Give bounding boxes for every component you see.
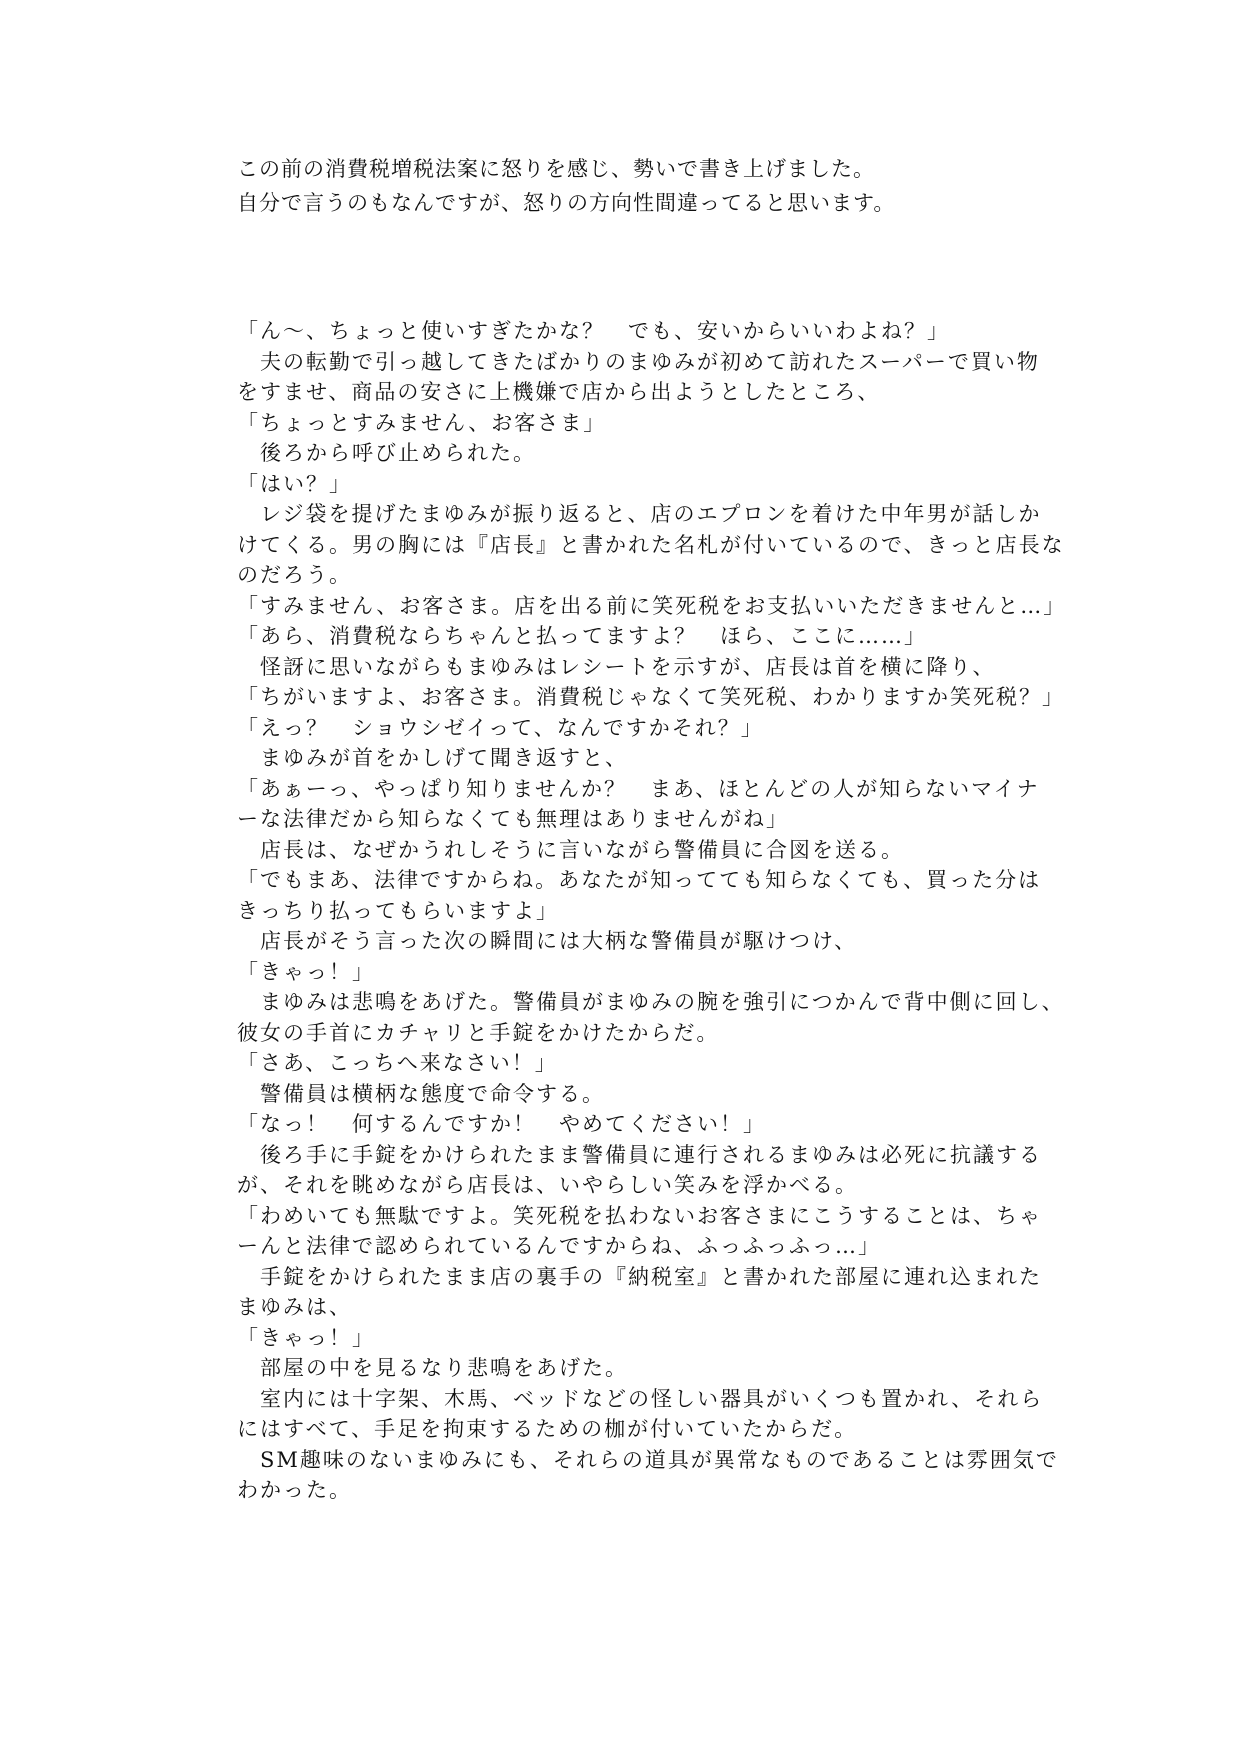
story-line: 「わめいても無駄ですよ。笑死税を払わないお客さまにこうすることは、ちゃ xyxy=(237,1203,1042,1228)
story-line: 「きゃっ！」 xyxy=(237,959,375,984)
preface-line: 自分で言うのもなんですが、怒りの方向性間違ってると思います。 xyxy=(237,191,896,215)
preface-line: この前の消費税増税法案に怒りを感じ、勢いで書き上げました。 xyxy=(237,157,875,181)
story-line: レジ袋を提げたまゆみが振り返ると、店のエプロンを着けた中年男が話しか xyxy=(237,502,1042,526)
story-line: 後ろから呼び止められた。 xyxy=(237,441,536,465)
story-line: をすませ、商品の安さに上機嫌で店から出ようとしたところ、 xyxy=(237,380,881,404)
story-line: 室内には十字架、木馬、ベッドなどの怪しい器具がいくつも置かれ、それら xyxy=(237,1386,1044,1411)
story-body xyxy=(237,316,1067,1506)
story-line: 後ろ手に手錠をかけられたまま警備員に連行されるまゆみは必死に抗議する xyxy=(237,1142,1042,1167)
story-line: 「なっ！ 何するんですか！ やめてください！」 xyxy=(237,1112,766,1136)
story-line: が、それを眺めながら店長は、いやらしい笑みを浮かべる。 xyxy=(237,1173,858,1197)
story-line: まゆみは悲鳴をあげた。警備員がまゆみの腕を強引につかんで背中側に回し、 xyxy=(237,990,1065,1014)
preface-note xyxy=(237,152,1037,220)
story-line: 「はい？」 xyxy=(237,471,352,496)
story-line: 警備員は横柄な態度で命令する。 xyxy=(237,1081,605,1106)
story-line: 怪訝に思いながらもまゆみはレシートを示すが、店長は首を横に降り、 xyxy=(237,654,996,679)
story-line: わかった。 xyxy=(237,1478,352,1502)
story-line: 「でもまあ、法律ですからね。あなたが知ってても知らなくても、買った分は xyxy=(237,868,1042,892)
story-line: 「ちょっとすみません、お客さま」 xyxy=(237,410,607,435)
story-line: 部屋の中を見るなり悲鳴をあげた。 xyxy=(237,1356,628,1380)
story-line: 「きゃっ！」 xyxy=(237,1325,375,1350)
story-line: 「えっ？ ショウシゼイって、なんですかそれ？」 xyxy=(237,715,764,740)
story-line: まゆみが首をかしげて聞き返すと、 xyxy=(237,746,628,770)
story-line: SM趣味のないまゆみにも、それらの道具が異常なものであることは雰囲気で xyxy=(237,1447,1059,1472)
story-line: にはすべて、手足を拘束するための枷が付いていたからだ。 xyxy=(237,1417,858,1441)
story-line: きっちり払ってもらいますよ」 xyxy=(237,898,559,923)
story-line: 「あぁーっ、やっぱり知りませんか？ まあ、ほとんどの人が知らないマイナ xyxy=(237,776,1040,801)
story-line: まゆみは、 xyxy=(237,1295,352,1319)
story-line: 「ちがいますよ、お客さま。消費税じゃなくて笑死税、わかりますか笑死税？」 xyxy=(237,685,1065,709)
story-line: 「すみません、お客さま。店を出る前に笑死税をお支払いいただきませんと…」 xyxy=(237,593,1067,618)
story-line: 彼女の手首にカチャリと手錠をかけたからだ。 xyxy=(237,1020,720,1045)
story-line: 店長がそう言った次の瞬間には大柄な警備員が駆けつけ、 xyxy=(237,929,858,953)
story-line: 店長は、なぜかうれしそうに言いながら警備員に合図を送る。 xyxy=(237,837,904,862)
story-line: けてくる。男の胸には『店長』と書かれた名札が付いているので、きっと店長な xyxy=(237,532,1065,557)
story-line: 「さあ、こっちへ来なさい！」 xyxy=(237,1051,558,1075)
story-line: 手錠をかけられたまま店の裏手の『納税室』と書かれた部屋に連れ込まれた xyxy=(237,1264,1042,1289)
story-line: のだろう。 xyxy=(237,563,352,587)
story-line: ーな法律だから知らなくても無理はありませんがね」 xyxy=(237,807,789,831)
story-line: 「ん～、ちょっと使いすぎたかな？ でも、安いからいいわよね？」 xyxy=(237,319,950,343)
story-line: 「あら、消費税ならちゃんと払ってますよ？ ほら、ここに……」 xyxy=(237,624,927,648)
story-line: ーんと法律で認められているんですからね、ふっふっふっ…」 xyxy=(237,1234,881,1258)
story-line: 夫の転勤で引っ越してきたばかりのまゆみが初めて訪れたスーパーで買い物 xyxy=(237,349,1040,374)
